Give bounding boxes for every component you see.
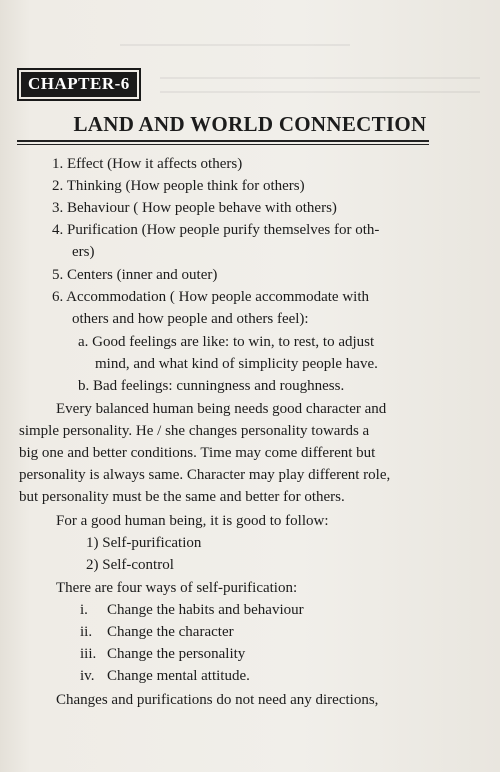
sub-list-item: a. Good feelings are like: to win, to rest, to adjust [78, 334, 375, 350]
list-item: Change mental attitude. [107, 668, 250, 684]
list-item: 3. Behaviour ( How people behave with others) [52, 200, 337, 216]
paragraph-line: personality is always same. Character may play different role, [19, 467, 391, 483]
paragraph-line: big one and better conditions. Time may come different but [19, 445, 376, 461]
list-item: Change the character [107, 624, 234, 640]
chapter-label-box [17, 68, 141, 101]
paragraph-line: For a good human being, it is good to follow: [56, 513, 329, 529]
chapter-label: CHAPTER-6 [21, 72, 137, 97]
title-underline-top [17, 140, 429, 142]
list-item-continued: others and how people and others feel): [72, 311, 309, 327]
list-item: 1. Effect (How it affects others) [52, 156, 243, 172]
roman-numeral: iv. [80, 668, 95, 684]
paragraph-line: Every balanced human being needs good character and [56, 401, 387, 417]
list-item: 4. Purification (How people purify themselves for oth- [52, 222, 380, 238]
list-item: 6. Accommodation ( How people accommodate with [52, 289, 369, 305]
title-underline-bottom [17, 144, 429, 145]
bleed-through-line [120, 44, 350, 46]
paragraph-line: Changes and purifications do not need any directions, [56, 692, 379, 708]
bleed-through-line [160, 91, 480, 93]
list-item: 1) Self-purification [86, 535, 202, 551]
sub-list-item: b. Bad feelings: cunningness and roughness. [78, 378, 345, 394]
list-item: 5. Centers (inner and outer) [52, 267, 218, 283]
roman-numeral: iii. [80, 646, 97, 662]
paragraph-line: simple personality. He / she changes personality towards a [19, 423, 370, 439]
list-item: 2) Self-control [86, 557, 174, 573]
list-item: 2. Thinking (How people think for others) [52, 178, 305, 194]
chapter-title: LAND AND WORLD CONNECTION [73, 112, 427, 136]
list-item-continued: ers) [72, 244, 95, 260]
roman-numeral: ii. [80, 624, 93, 640]
roman-numeral: i. [80, 602, 88, 618]
bleed-through-line [160, 77, 480, 79]
list-item: Change the personality [107, 646, 246, 662]
paragraph-line: but personality must be the same and better for others. [19, 489, 345, 505]
paragraph-line: There are four ways of self-purification: [56, 580, 298, 596]
sub-list-item-continued: mind, and what kind of simplicity people have. [95, 356, 378, 372]
list-item: Change the habits and behaviour [107, 602, 304, 618]
